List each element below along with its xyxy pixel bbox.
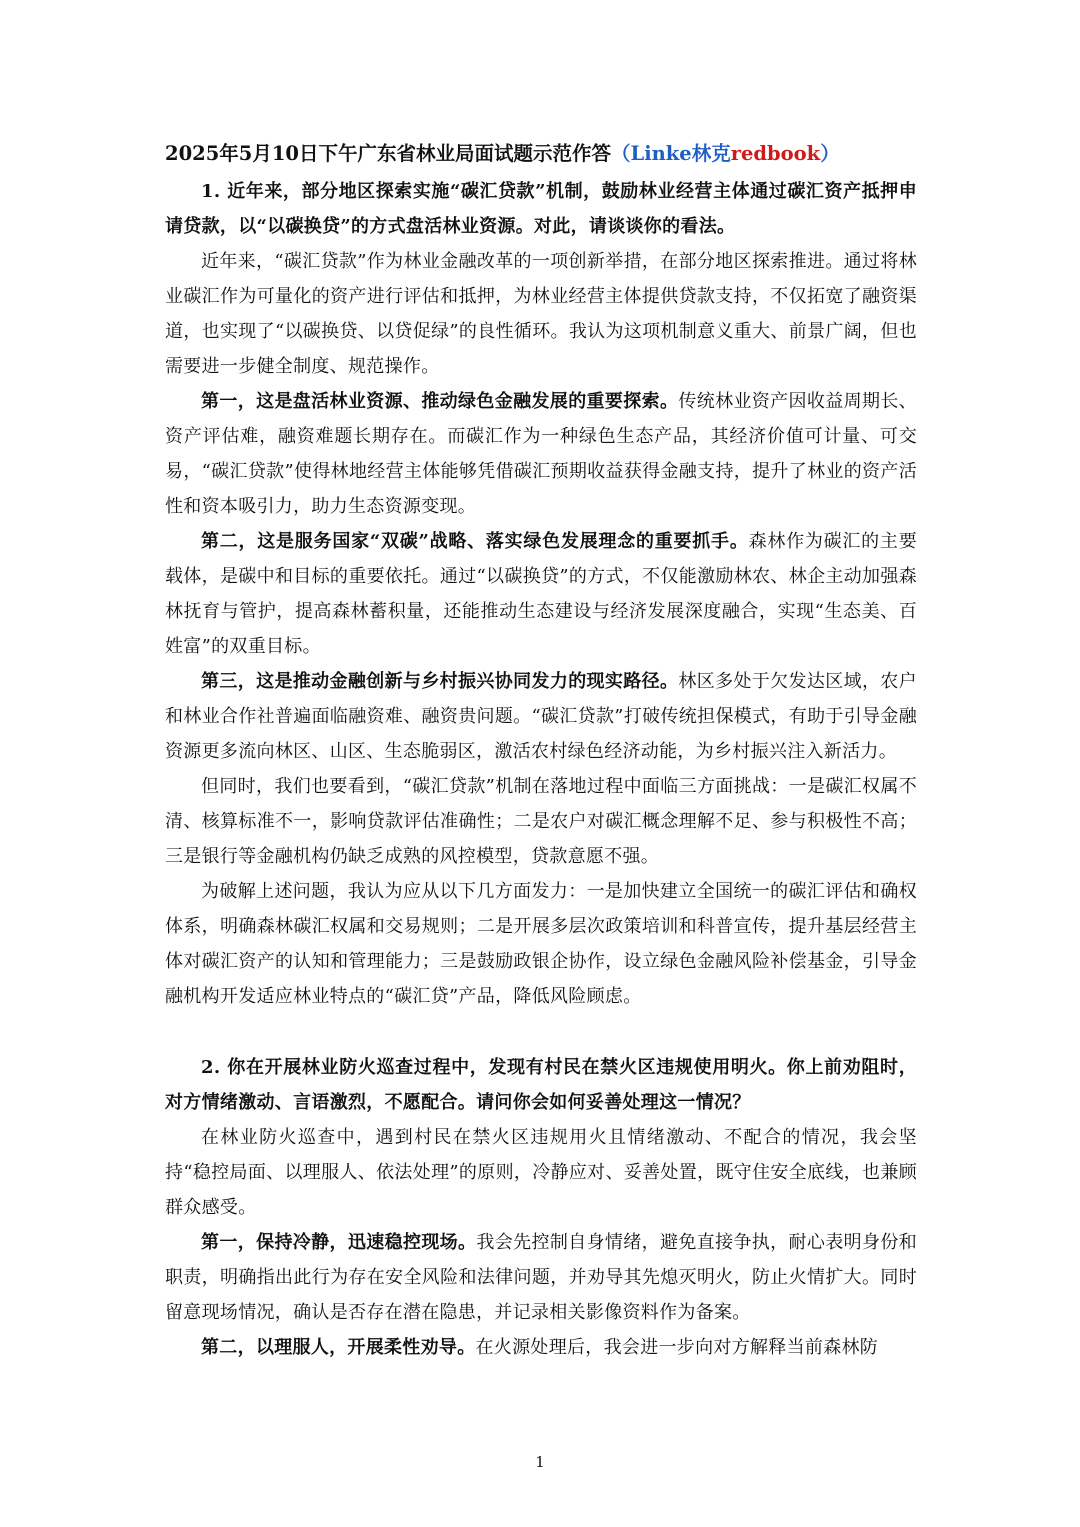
q2-point-1-lead: 第一，保持冷静，迅速稳控现场。: [201, 1232, 477, 1253]
q2-point-2: [165, 1330, 917, 1365]
q1-point-2-body: 森林作为碳汇的主要载体，是碳中和目标的重要依托。通过“以碳换贷”的方式，不仅能激励林农、林企主动加强森林抚育与管护，提高森林蓄积量，还能推动生态建设与经济发展深度融合，实现“生态美、百姓富”的双重目标。: [165, 531, 917, 657]
q1-point-1-lead: 第一，这是盘活林业资源、推动绿色金融发展的重要探索。: [201, 391, 679, 412]
title-close-paren: ）: [820, 142, 840, 165]
q1-intro-paragraph: 近年来，“碳汇贷款”作为林业金融改革的一项创新举措，在部分地区探索推进。通过将林业碳汇作为可量化的资产进行评估和抵押，为林业经营主体提供贷款支持，不仅拓宽了融资渠道，也实现了“以碳换贷、以贷促绿”的良性循环。我认为这项机制意义重大、前景广阔，但也需要进一步健全制度、规范操作。: [165, 251, 917, 377]
q1-point-3-body: 林区多处于欠发达区域，农户和林业合作社普遍面临融资难、融资贵问题。“碳汇贷款”打破传统担保模式，有助于引导金融资源更多流向林区、山区、生态脆弱区，激活农村绿色经济动能，为乡村振兴注入新活力。: [165, 671, 917, 762]
document-body: [165, 140, 917, 1365]
q1-point-3-lead: 第三，这是推动金融创新与乡村振兴协同发力的现实路径。: [201, 671, 679, 692]
q1-point-3: [165, 664, 917, 769]
title-brand-red: redbook: [730, 142, 821, 165]
q1-challenges-paragraph: 但同时，我们也要看到，“碳汇贷款”机制在落地过程中面临三方面挑战：一是碳汇权属不清、核算标准不一，影响贷款评估准确性；二是农户对碳汇概念理解不足、参与积极性不高；三是银行等金融机构仍缺乏成熟的风控模型，贷款意愿不强。: [165, 776, 917, 867]
q1-point-2-lead: 第二，这是服务国家“双碳”战略、落实绿色发展理念的重要抓手。: [201, 531, 749, 552]
q1-point-1-body: 传统林业资产因收益周期长、资产评估难，融资难题长期存在。而碳汇作为一种绿色生态产品，其经济价值可计量、可交易，“碳汇贷款”使得林地经营主体能够凭借碳汇预期收益获得金融支持，提升了林业的资产活性和资本吸引力，助力生态资源变现。: [165, 391, 917, 517]
q1-solutions-paragraph: 为破解上述问题，我认为应从以下几方面发力：一是加快建立全国统一的碳汇评估和确权体系，明确森林碳汇权属和交易规则；二是开展多层次政策培训和科普宣传，提升基层经营主体对碳汇资产的认知和管理能力；三是鼓励政银企协作，设立绿色金融风险补偿基金，引导金融机构开发适应林业特点的“碳汇贷”产品，降低风险顾虑。: [165, 881, 917, 1007]
question-2: 2. 你在开展林业防火巡查过程中，发现有村民在禁火区违规使用明火。你上前劝阻时，对方情绪激动、言语激烈，不愿配合。请问你会如何妥善处理这一情况？: [165, 1057, 917, 1113]
q2-point-1: [165, 1225, 917, 1330]
q1-point-1: [165, 384, 917, 524]
title-main: 2025年5月10日下午广东省林业局面试题示范作答: [165, 142, 611, 165]
title-brand-blue: Linke林克: [630, 142, 731, 165]
question-1: 1. 近年来，部分地区探索实施“碳汇贷款”机制，鼓励林业经营主体通过碳汇资产抵押申请贷款，以“以碳换贷”的方式盘活林业资源。对此，请谈谈你的看法。: [165, 181, 917, 237]
section-gap: [165, 1014, 917, 1050]
q2-intro-paragraph: 在林业防火巡查中，遇到村民在禁火区违规用火且情绪激动、不配合的情况，我会坚持“稳控局面、以理服人、依法处理”的原则，冷静应对、妥善处置，既守住安全底线，也兼顾群众感受。: [165, 1127, 917, 1218]
q2-point-2-body: 在火源处理后，我会进一步向对方解释当前森林防: [475, 1337, 879, 1358]
document-title: [165, 140, 917, 168]
q2-point-2-lead: 第二，以理服人，开展柔性劝导。: [201, 1337, 476, 1358]
title-open-paren: （: [610, 142, 631, 165]
q2-point-1-body: 我会先控制自身情绪，避免直接争执，耐心表明身份和职责，明确指出此行为存在安全风险和法律问题，并劝导其先熄灭明火，防止火情扩大。同时留意现场情况，确认是否存在潜在隐患，并记录相关影像资料作为备案。: [165, 1232, 917, 1323]
q1-point-2: [165, 524, 917, 664]
page-number: 1: [535, 1453, 545, 1471]
